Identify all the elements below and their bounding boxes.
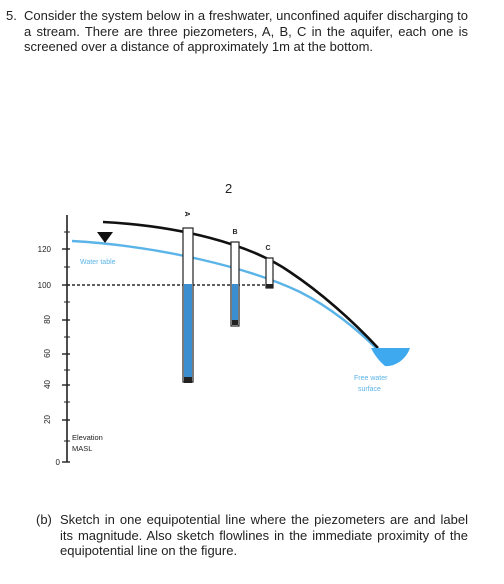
question-number: 5.: [6, 8, 17, 23]
piezometer-c: [265, 245, 273, 288]
water-table-symbol: [97, 232, 113, 243]
piezometer-c-label: C: [265, 245, 271, 252]
part-b: [36, 512, 468, 559]
tick-label-120: 120: [37, 245, 51, 254]
free-water-surface-label-line2: surface: [358, 386, 381, 393]
free-water-surface: [371, 348, 410, 366]
tick-label-0: 0: [55, 458, 60, 467]
free-water-surface-label: Free water: [354, 375, 388, 382]
part-b-text: Sketch in one equipotential line where the piezometers are and label its magnitude. Also sketch flowlines in the immediate proximity of the equipotential line on the figure.: [60, 512, 468, 558]
tick-label-40: 40: [43, 380, 52, 389]
elevation-axis: [38, 215, 103, 467]
tick-label-20: 20: [43, 415, 52, 424]
tick-label-60: 60: [43, 349, 52, 358]
elevation-label: Elevation: [72, 433, 103, 442]
elevation-unit-label: MASL: [72, 444, 93, 453]
water-table-line: [72, 241, 378, 350]
water-table-label: Water table: [80, 259, 116, 266]
tick-label-80: 80: [43, 315, 52, 324]
piezometer-b: [231, 229, 239, 326]
part-b-label: (b): [36, 512, 52, 527]
tick-label-100: 100: [37, 281, 51, 290]
figure-number: 2: [225, 181, 233, 196]
piezometer-a-label: A: [183, 211, 190, 217]
piezometer-a: [183, 211, 193, 383]
question-text: Consider the system below in a freshwater, unconfined aquifer discharging to a stream. There are three piezometers, A, B, C in the aquifer, each one is screened over a distance of approximately 1m at the bottom.: [24, 8, 468, 54]
piezometer-b-label: B: [232, 229, 238, 236]
